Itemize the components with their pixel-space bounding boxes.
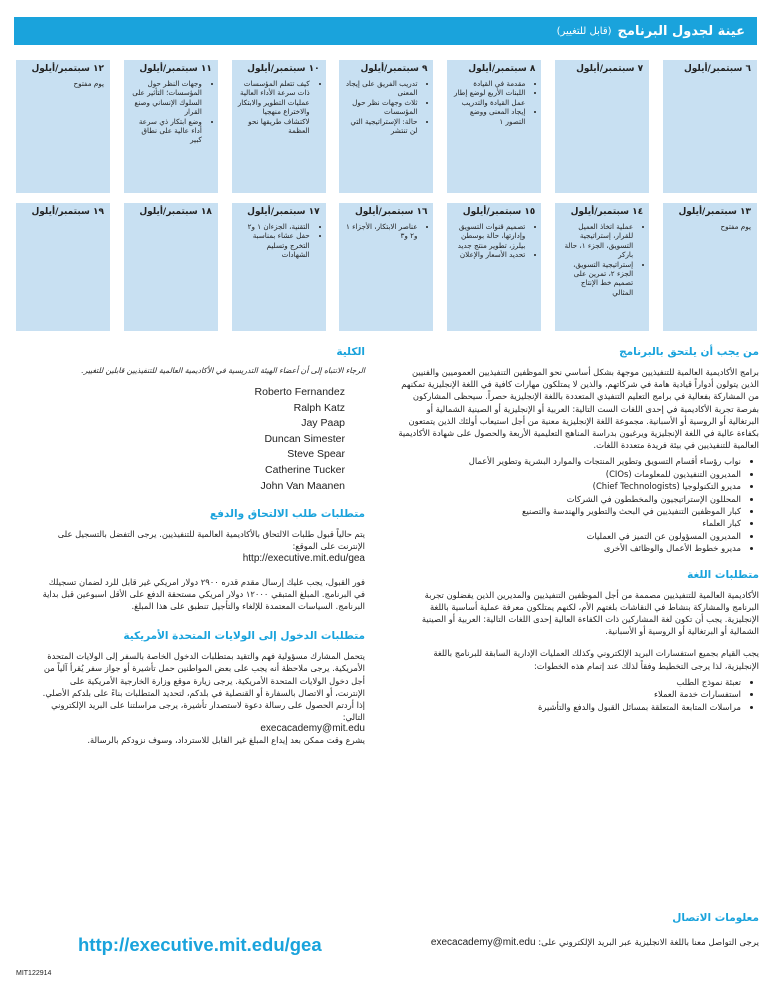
calendar-day <box>16 60 110 193</box>
calendar-day <box>16 203 110 331</box>
contact-email[interactable]: execacademy@mit.edu <box>430 937 536 948</box>
calendar-date: ١٨ سبتمبر/أيلول <box>139 207 212 217</box>
right-column <box>397 346 759 713</box>
calendar-day <box>663 203 757 331</box>
entry-heading: متطلبات الدخول إلى الولايات المتحدة الأمريكية <box>123 630 365 643</box>
faculty-name: Catherine Tucker <box>265 463 345 476</box>
calendar-item: • تصميم قنوات التسويق وإدارتها، حالة بوسطن بيلرز، تطوير منتج جديد <box>453 222 525 250</box>
calendar-day <box>555 203 649 331</box>
language-list <box>397 676 759 713</box>
faculty-name: Ralph Katz <box>293 401 345 414</box>
contact-heading: معلومات الاتصال <box>672 912 759 924</box>
who-list <box>397 455 759 554</box>
who-heading: من يجب أن يلتحق بالبرنامج <box>619 346 759 358</box>
calendar-note: يوم مفتوح <box>73 79 104 88</box>
calendar-item: • حفل عشاء بمناسبة التخرج وتسليم الشهادات <box>238 231 310 259</box>
calendar-item: • مقدمة في القيادة <box>453 79 525 88</box>
calendar-date: ١٤ سبتمبر/أيلول <box>570 207 644 217</box>
calendar-day <box>232 203 326 331</box>
admission-body-2: فور القبول، يجب عليك إرسال مقدم قدره ٢٩٠٠ دولار امريكي غير قابل للرد لضمان تسجيلك في البرنامج. المبلغ المتبقي ١٢٠٠٠ دولار امريكي مستحقة الدفع على الأقل اسبوعين قبل بداية البرنامج. السياسات المعتمدة للإلغاء والتأجيل تنطبق على هذا المبلغ. <box>42 576 365 611</box>
calendar-week-2 <box>16 203 757 331</box>
calendar-day <box>555 60 649 193</box>
admission-url[interactable]: http://executive.mit.edu/gea <box>242 552 365 564</box>
calendar-day <box>663 60 757 193</box>
contact-line <box>431 937 759 948</box>
document-code: MIT122914 <box>16 970 52 977</box>
calendar-day <box>447 203 541 331</box>
language-body-1: الأكاديمية العالمية للتنفيذيين مصممة من أجل الموظفين التنفيذيين والمديرين الذين يفضلون تجربة البرنامج والمشاركة بنشاط في النقاشات بلغتهم الأم، لكنهم يمتلكون معرفة عملية أساسية باللغة الإنجليزية. يجب أن تكون لغة المشاركين ذات الكفاءة العالية إحدى اللغات التالية: العربية أو الصينية الشمالية أو البرتغالية أو الروسية أو الأسبانية. <box>421 589 759 637</box>
calendar-day <box>339 203 433 331</box>
calendar-item: • حالة: الإستراتيجية التي لن تنتشر <box>345 117 417 136</box>
who-list-item: • المديرون التنفيذيون للمعلومات (CIOs) <box>397 468 741 480</box>
calendar-date: ١٠ سبتمبر/أيلول <box>247 64 320 74</box>
faculty-name: Steve Spear <box>287 448 345 461</box>
entry-body-end: يشرع وقت ممكن بعد إيداع المبلغ غير القابل للاسترداد، وسوف نزودكم بالرسالة. <box>87 735 365 746</box>
faculty-name: Roberto Fernandez <box>254 386 345 398</box>
calendar-day <box>339 60 433 193</box>
faculty-note: الرجاء الانتباه إلى أن أعضاء الهيئة التدريسية في الأكاديمية العالمية للتنفيذيين قابلين للتغيير. <box>81 366 365 375</box>
calendar-item: • تحديد الأسعار والإعلان <box>453 250 525 259</box>
who-list-item: • مديرو التكنولوجيا (Chief Technologists) <box>397 480 741 492</box>
calendar-item: • التقنية، الجزءان ١ و٢ <box>238 222 310 231</box>
calendar-date: ١٣ سبتمبر/أيلول <box>678 207 751 217</box>
entry-body: يتحمل المشارك مسؤولية فهم والتقيد بمتطلبات الدخول الخاصة بالسفر إلى الولايات المتحدة الأمريكية. يرجى ملاحظة أنه يجب على بعض المواطنين حمل تأشيرة أو جواز سفر يُقرأ آلياً من أجل دخول الولايات المتحدة الأمريكية. يرجى زيارة موقع وزارة الخارجية الأمريكية على الإنترنت، أو الاتصال بالسفارة أو القنصلية في بلدكم، لتحديد المتطلبات بناءً على بلدكم الأصلي. إذا أردتم الحصول على رسالة دعوة لاستصدار تأشيرة، يرجى مراسلتنا على البريد الإلكتروني التالي: <box>42 651 365 723</box>
who-list-item: • المديرون المسؤولون عن التميز في العمليات <box>397 530 741 542</box>
faculty-names <box>41 385 365 494</box>
calendar-date: ١٧ سبتمبر/أيلول <box>247 207 320 217</box>
admission-heading: متطلبات طلب الالتحاق والدفع <box>209 508 365 521</box>
who-list-item: • كبار الموظفين التنفيذيين في البحث والتطوير والهندسة والتصنيع <box>397 505 741 517</box>
calendar-note: يوم مفتوح <box>720 222 751 231</box>
calendar-date: ١٢ سبتمبر/أيلول <box>31 64 104 74</box>
calendar-item: • ثلاث وجهات نظر حول المؤسسات <box>345 98 417 117</box>
language-heading: متطلبات اللغة <box>687 568 759 581</box>
calendar-date: ١٥ سبتمبر/أيلول <box>462 207 536 217</box>
schedule-subtitle: (قابل للتغيير) <box>556 25 612 37</box>
calendar-item: • تدريب الفريق على إيجاد المعنى <box>345 79 417 98</box>
calendar-day <box>124 203 218 331</box>
calendar-date: ١١ سبتمبر/أيلول <box>139 64 212 74</box>
who-list-item: • المحللون الإستراتيجيون والمخططون في الشركات <box>397 493 741 505</box>
calendar-item: • إستراتيجية التسويق، الجزء ٢، تمرين على تصميم خط الإنتاج المثالي <box>561 260 633 298</box>
calendar-item: • كيف تتعلم المؤسسات ذات سرعة الأداء العالية عمليات التطوير والابتكار والاختراع منهجيا لاكتشاف طريقها نحو العظمة <box>238 79 310 135</box>
who-body: برامج الأكاديمية العالمية للتنفيذيين موجهة بشكل أساسي نحو الموظفين التنفيذيين العموميين والفنيين الذين يتولون أدواراً قيادية هامة في شركاتهم، والذين لا يمتلكون مهارات كافية في اللغة الإنجليزية تمكنهم من المشاركة بفعالية في برامج التعليم التنفيذي المتعددة باللغة الإنجليزية حصراً. سيحظى المشاركون بفرصة تجربة الأكاديمية في إحدى اللغات الست التالية: العربية أو الإنجليزية أو الصينية الشمالية أو البرتغالية أو الروسية أو الأسبانية. مجموعة اللغة الإنجليزية معنية من أجل استيعاب أولئك الذين يتمتعون بكفاءة عالية في اللغة الإنجليزية ويرغبون بدراسة المناهج التعليمية الأربعة والحصول على شهادة الأكاديمية العالمية للتنفيذيين في بيئة فريدة متعددة اللغات. <box>398 367 759 451</box>
who-list-item: • مديرو خطوط الأعمال والوظائف الأخرى <box>397 542 741 554</box>
entry-email[interactable]: execacademy@mit.edu <box>260 723 365 735</box>
faculty-name: John Van Maanen <box>260 479 345 492</box>
faculty-name: Duncan Simester <box>264 432 345 445</box>
calendar-day <box>447 60 541 193</box>
schedule-banner <box>14 17 757 45</box>
language-list-item: • تعبئة نموذج الطلب <box>397 676 741 688</box>
calendar-date: ١٩ سبتمبر/أيلول <box>31 207 104 217</box>
calendar-date: ٦ سبتمبر/أيلول <box>683 64 751 74</box>
schedule-title: عينة لجدول البرنامج <box>617 23 745 39</box>
calendar-item: • وضع ابتكار ذي سرعة أداء عالية على نطاق كبير <box>130 117 202 145</box>
language-body-2: يجب القيام بجميع استفسارات البريد الإلكتروني وكذلك العمليات الإدارية السابقة للبرنامج باللغة الإنجليزية، لذا يرجى التخطيط وفقاً لذلك عند إتمام هذه الخطوات: <box>433 648 759 671</box>
admission-body-1: يتم حالياً قبول طلبات الالتحاق بالأكاديمية العالمية للتنفيذيين. يرجى التفضل بالتسجيل على الإنترنت على الموقع: <box>57 529 365 552</box>
contact-text: يرجى التواصل معنا باللغة الانجليزية عبر البريد الإلكتروني على: <box>538 938 759 948</box>
language-list-item: • مراسلات المتابعة المتعلقة بمسائل القبول والدفع والتأشيرة <box>397 701 741 713</box>
calendar-day <box>124 60 218 193</box>
calendar-date: ١٦ سبتمبر/أيلول <box>354 207 428 217</box>
calendar-date: ٧ سبتمبر/أيلول <box>576 64 644 74</box>
calendar-item: • عملية اتخاذ العميل للقرار، إستراتيجية التسويق، الجزء ١، حالة باركر <box>561 222 633 260</box>
who-list-item: • كبار العلماء <box>397 517 741 529</box>
faculty-name: Jay Paap <box>301 417 345 430</box>
calendar-item: • اللبنات الأربع لوضع إطار عمل القيادة والتدريب <box>453 88 525 107</box>
language-list-item: • استفسارات خدمة العملاء <box>397 688 741 700</box>
who-list-item: • نواب رؤساء أقسام التسويق وتطوير المنتجات والموارد البشرية وتطوير الأعمال <box>397 455 741 467</box>
calendar-day <box>232 60 326 193</box>
calendar-item: • وجهات النظر حول المؤسسات؛ التأثير على السلوك الإنساني وصنع القرار <box>130 79 202 117</box>
calendar-date: ٩ سبتمبر/أيلول <box>360 64 428 74</box>
calendar-date: ٨ سبتمبر/أيلول <box>468 64 536 74</box>
left-column <box>41 346 365 747</box>
faculty-heading: الكلية <box>336 346 365 358</box>
calendar-item: • إيجاد المعنى ووضع التصور ١ <box>453 107 525 126</box>
footer-url[interactable]: http://executive.mit.edu/gea <box>78 934 322 955</box>
calendar-week-1 <box>16 60 757 193</box>
calendar-item: • عناصر الابتكار، الأجزاء ١ و٢ و٣ <box>345 222 417 241</box>
